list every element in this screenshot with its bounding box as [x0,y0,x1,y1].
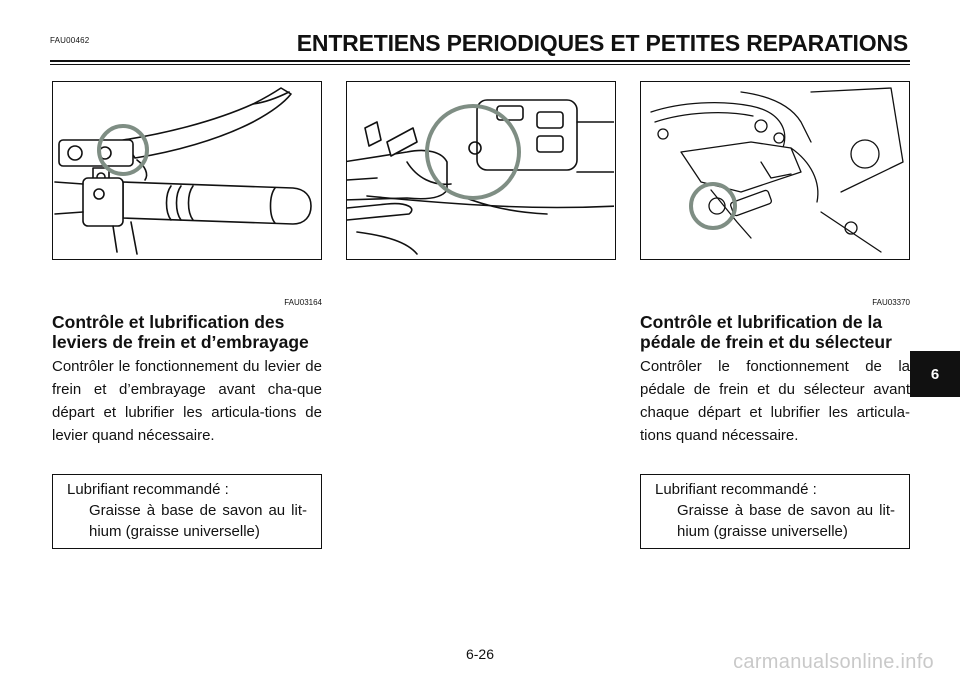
section-heading: Contrôle et lubrification des leviers de frein et d’embrayage [52,312,309,352]
header-rule-thin [50,64,910,65]
clutch-lever-illustration [346,81,616,260]
pedal-illustration [640,81,910,260]
brake-shift-pedal-section [640,298,910,549]
highlight-circle [691,184,735,228]
section-body: Contrôler le fonctionnement du levier de frein et d’embrayage avant cha-que départ et lubrifier les articula-tions de levier quand nécessaire. [52,358,322,444]
section-code: FAU03370 [872,298,910,307]
brake-clutch-lever-section [52,298,322,549]
page-title: ENTRETIENS PERIODIQUES ET PETITES REPARATIONS [296,30,908,56]
chapter-tab: 6 [910,351,960,397]
page-number: 6-26 [465,646,495,662]
lubricant-label: Lubrifiant recommandé : [67,481,229,498]
lubricant-label: Lubrifiant recommandé : [655,481,817,498]
lubricant-value: Graisse à base de savon au lit-hium (graisse universelle) [677,502,895,540]
header-code: FAU00462 [50,36,90,45]
section-code: FAU03164 [284,298,322,307]
section-heading: Contrôle et lubrification de la pédale de frein et du sélecteur [640,312,892,352]
lubricant-value: Graisse à base de savon au lit-hium (graisse universelle) [89,502,307,540]
watermark: carmanualsonline.info [733,651,934,673]
header-rule-thick [50,60,910,62]
lubricant-box [640,474,910,549]
brake-lever-illustration [52,81,322,260]
lubricant-box [52,474,322,549]
section-body: Contrôler le fonctionnement de la pédale de frein et du sélecteur avant chaque départ et lubrifier les articula-tions quand nécessaire. [640,358,910,444]
